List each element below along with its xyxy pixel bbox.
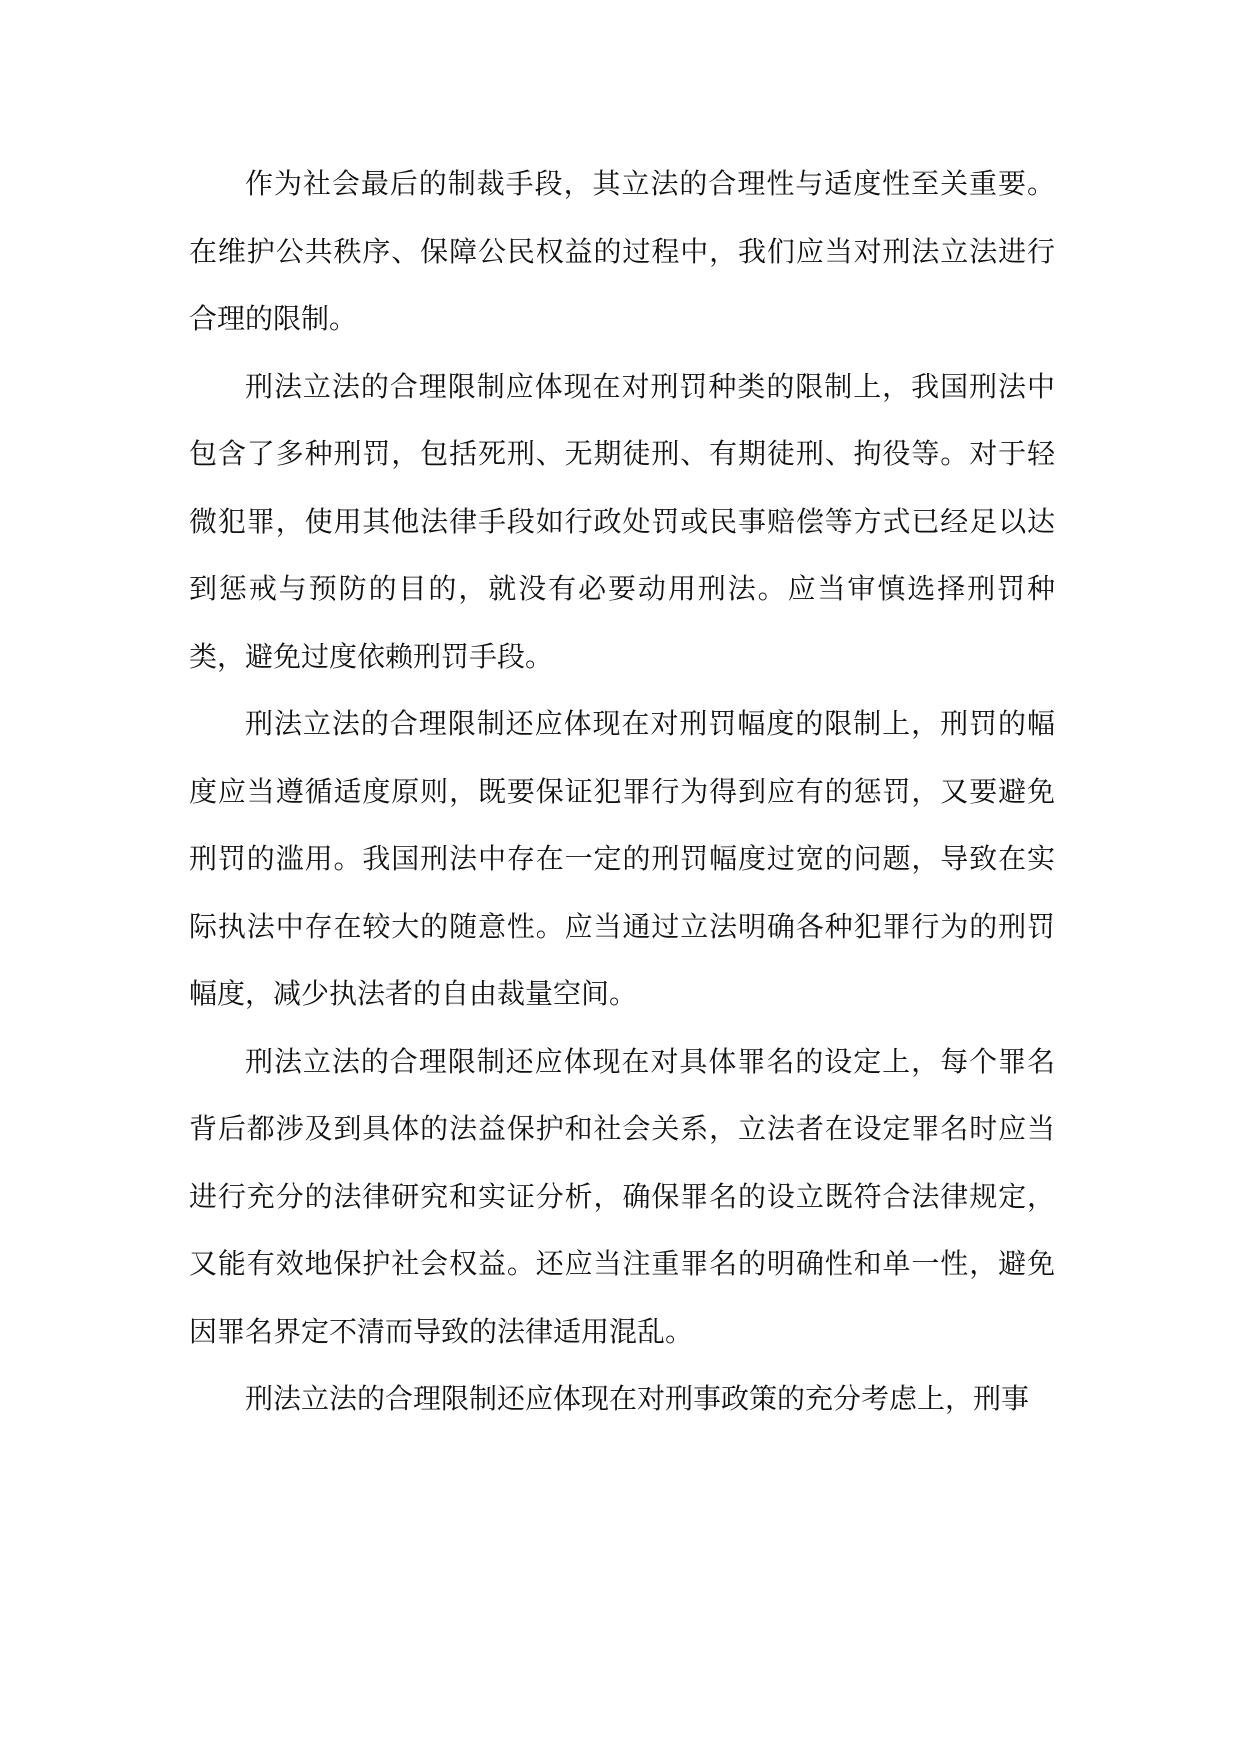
paragraph-3: 刑法立法的合理限制还应体现在对刑罚幅度的限制上，刑罚的幅度应当遵循适度原则，既要保证犯罪行为得到应有的惩罚，又要避免刑罚的滥用。我国刑法中存在一定的刑罚幅度过宽的问题，导致在实际执法中存在较大的随意性。应当通过立法明确各种犯罪行为的刑罚幅度，减少执法者的自由裁量空间。: [189, 707, 1055, 1010]
paragraph-2: 刑法立法的合理限制应体现在对刑罚种类的限制上，我国刑法中包含了多种刑罚，包括死刑、无期徒刑、有期徒刑、拘役等。对于轻微犯罪，使用其他法律手段如行政处罚或民事赔偿等方式已经足以达到惩戒与预防的目的，就没有必要动用刑法。应当审慎选择刑罚种类，避免过度依赖刑罚手段。: [189, 369, 1055, 673]
document-body: [189, 150, 1055, 1433]
paragraph-1: 作为社会最后的制裁手段，其立法的合理性与适度性至关重要。在维护公共秩序、保障公民权益的过程中，我们应当对刑法立法进行合理的限制。: [189, 167, 1055, 335]
paragraph-4: 刑法立法的合理限制还应体现在对具体罪名的设定上，每个罪名背后都涉及到具体的法益保护和社会关系，立法者在设定罪名时应当进行充分的法律研究和实证分析，确保罪名的设立既符合法律规定，又能有效地保护社会权益。还应当注重罪名的明确性和单一性，避免因罪名界定不清而导致的法律适用混乱。: [189, 1044, 1055, 1348]
paragraph-5: 刑法立法的合理限制还应体现在对刑事政策的充分考虑上，刑事: [245, 1382, 1030, 1415]
